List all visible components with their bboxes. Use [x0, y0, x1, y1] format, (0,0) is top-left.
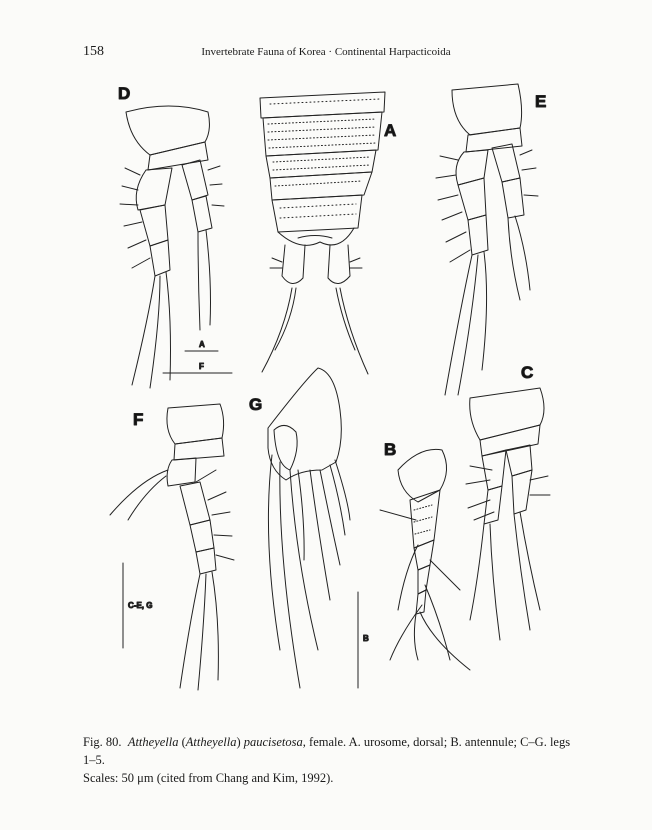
panel-e-leg-drawing [436, 84, 538, 395]
panel-g-leg5-drawing [268, 368, 350, 688]
caption-text-line2: Scales: 50 μm (cited from Chang and Kim, 1992). [83, 771, 334, 785]
panel-d-leg-drawing [120, 106, 224, 388]
panel-f-leg-drawing [110, 404, 234, 690]
panel-label-c: C [521, 363, 534, 382]
panel-label-a: A [384, 121, 397, 140]
caption-fig-number: Fig. 80. [83, 735, 122, 749]
caption-text-line1: , female. A. urosome, dorsal; B. antennule; C–G. legs 1–5. [83, 735, 571, 767]
panel-c-leg1-drawing [466, 388, 550, 640]
running-head: Invertebrate Fauna of Korea · Continental Harpacticoida [201, 46, 451, 58]
scale-bar-label-cdeg: C-E, G [128, 601, 153, 610]
panel-a-urosome-drawing [260, 92, 385, 374]
panel-label-b: B [384, 440, 397, 459]
caption-species: paucisetosa [243, 735, 303, 749]
scale-bar-label-a: A [199, 340, 205, 349]
panel-b-antennule-drawing [380, 449, 470, 670]
panel-label-g: G [249, 395, 263, 414]
panel-label-f: F [133, 410, 144, 429]
panel-label-e: E [535, 92, 547, 111]
scale-bar-label-f: F [199, 362, 204, 371]
scale-bars-a-f [163, 351, 232, 373]
caption-subgenus-name: Attheyella [185, 735, 237, 749]
figure-caption [83, 733, 583, 787]
page-number: 158 [83, 44, 104, 59]
caption-subgenus: (Attheyella) [181, 735, 241, 749]
scale-bar-label-b: B [363, 634, 369, 643]
panel-label-d: D [118, 84, 131, 103]
caption-genus: Attheyella [127, 735, 179, 749]
